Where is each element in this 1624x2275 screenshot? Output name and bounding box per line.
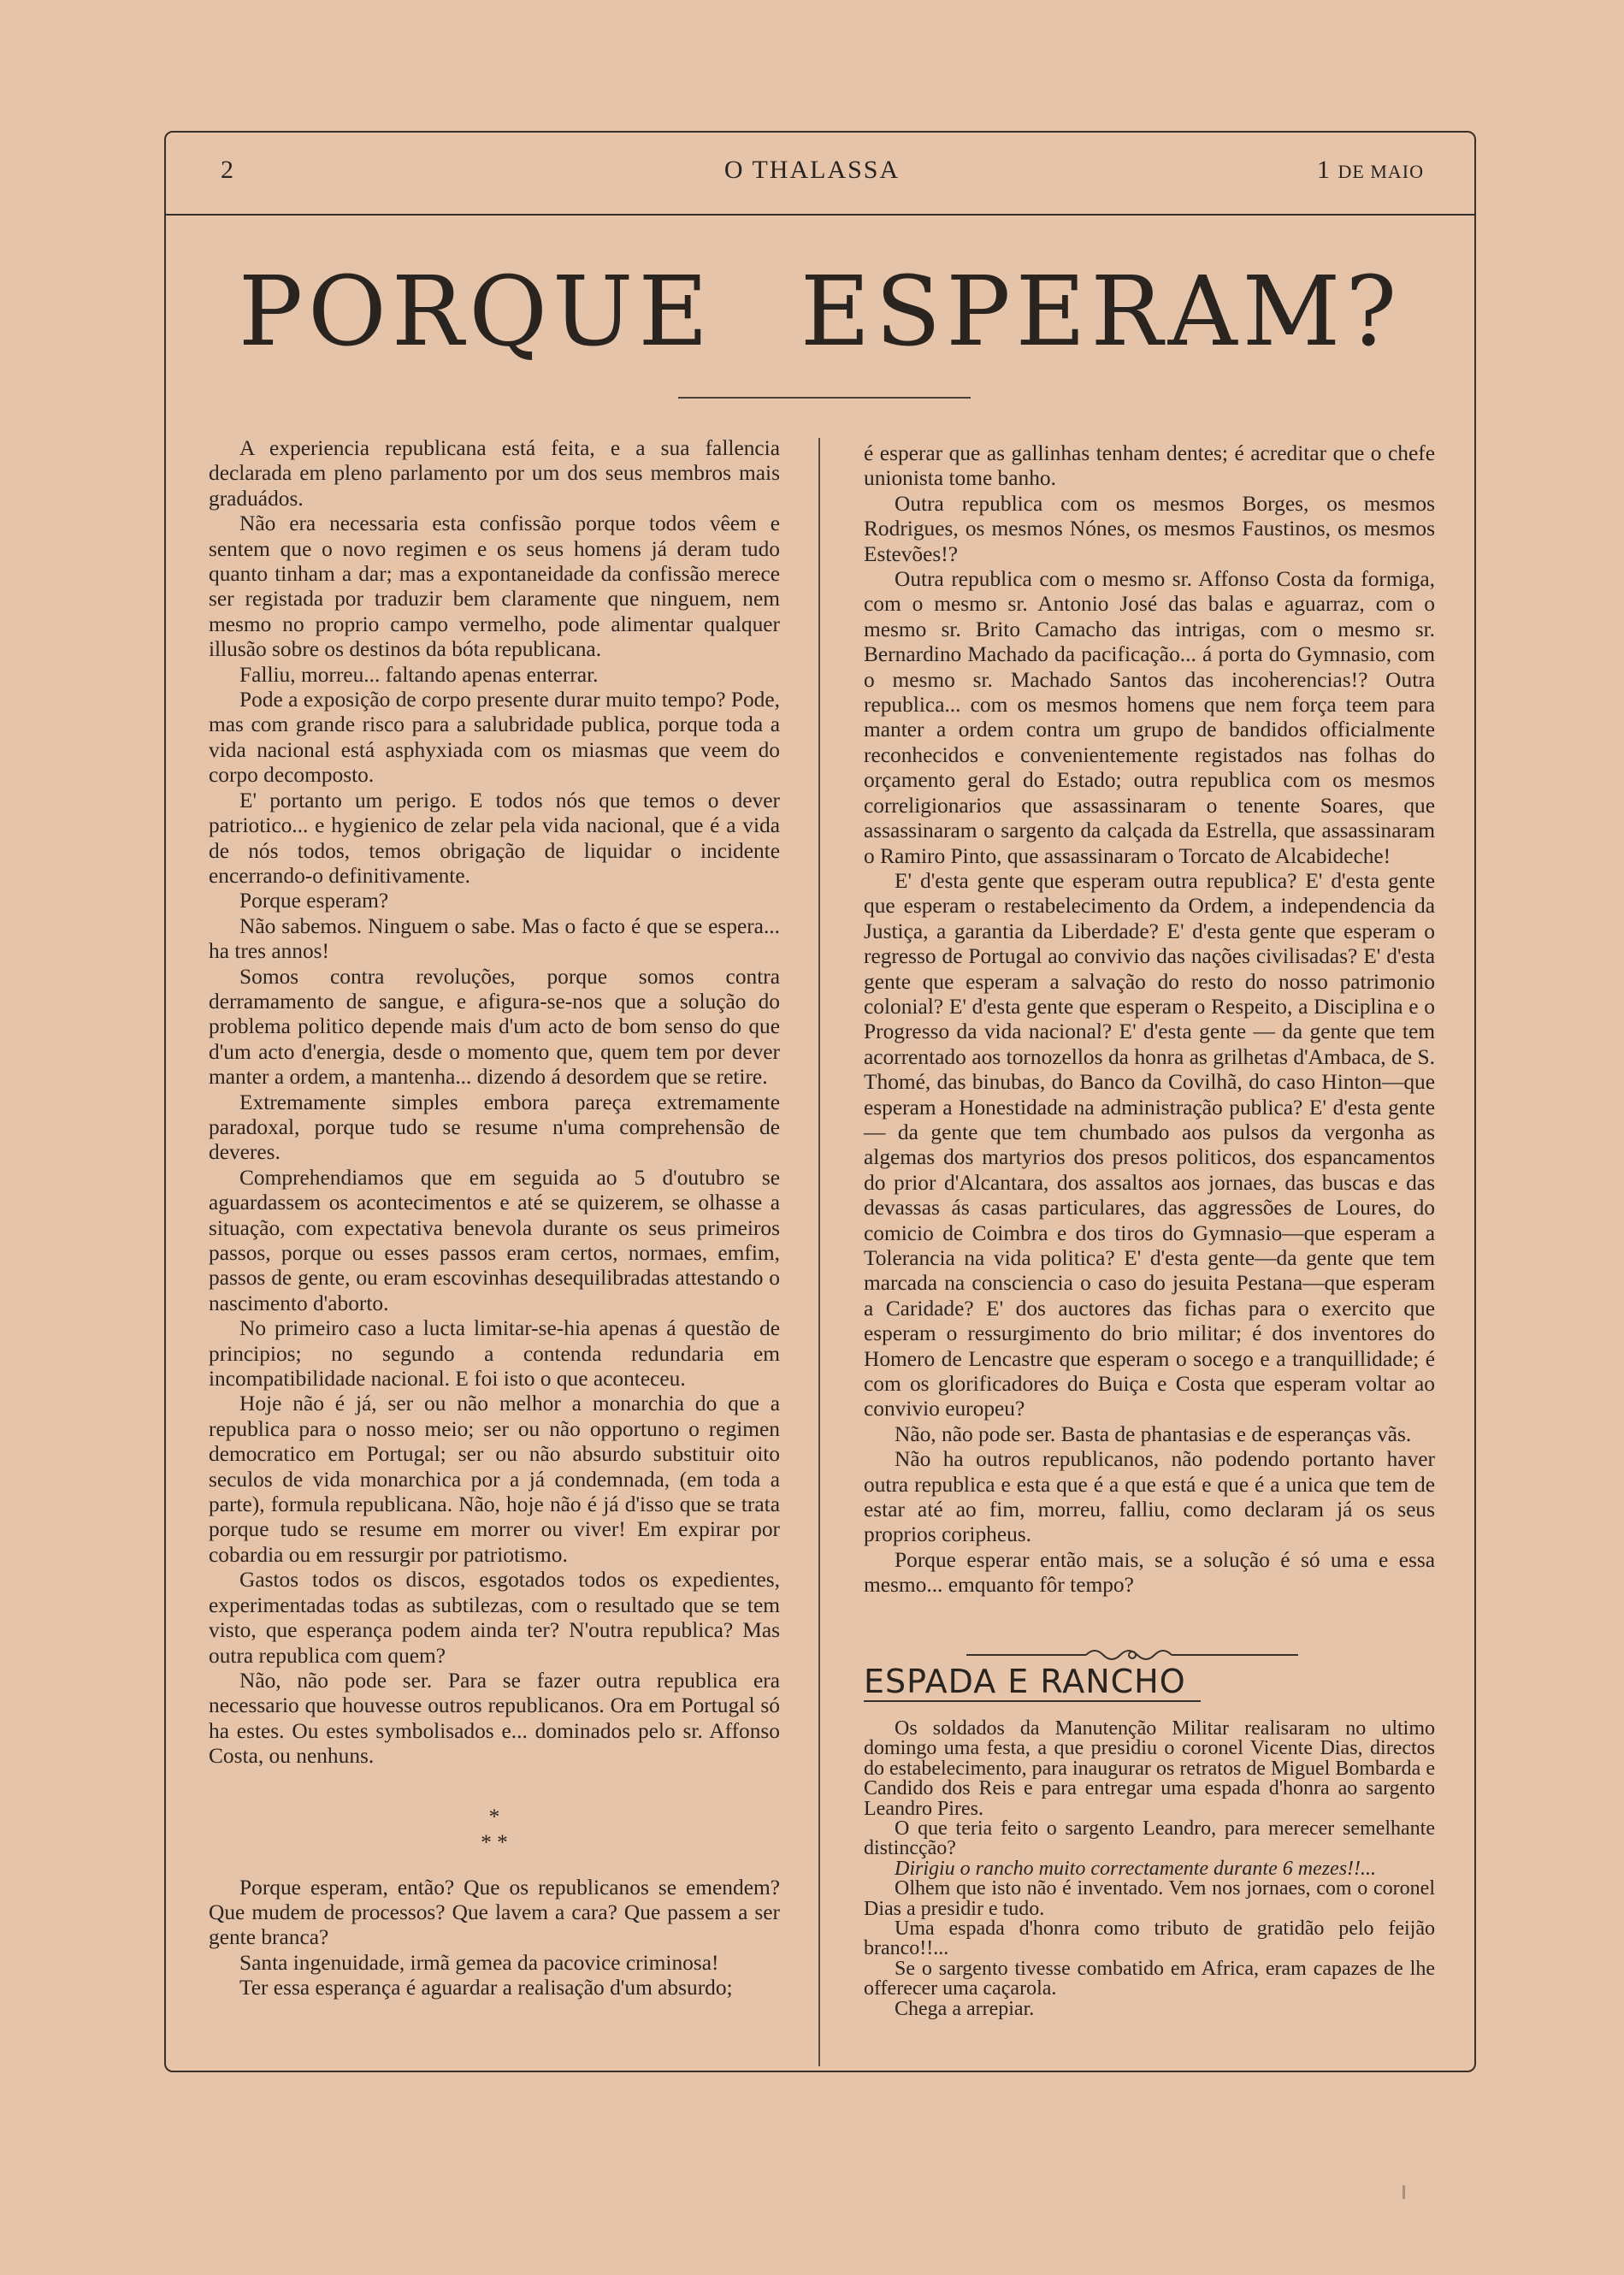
paper-mark <box>1403 2185 1405 2199</box>
paragraph: E' portanto um perigo. E todos nós que temos o dever patriotico... e hygienico de zelar pela vida nacional, que é a vida de nós todos, temos obrigação de liquidar o incidente encerrando-o definitivamente. <box>209 788 780 888</box>
paragraph: Extremamente simples embora pareça extremamente paradoxal, porque tudo se resume n'uma comprehensão de deveres. <box>209 1090 780 1165</box>
paragraph: Chega a arrepiar. <box>895 1997 1035 2020</box>
paragraph: Outra republica com o mesmo sr. Affonso Costa da formiga, com o mesmo sr. Antonio José das balas e aguarraz, com o mesmo sr. Brito Camacho das intrigas, com o mesmo sr. Bernardino Machado da pacificação... á porta do Gymnasio, com o mesmo sr. Machado Santos das incoherencias!? Outra republica... com os mesmos homens que nem força teem para manter a ordem contra um grupo de bandidos officialmente reconhecidos e convenientemente registados nas folhas do orçamento geral do Estado; outra republica com os mesmos correligionarios que assassinaram o tenente Soares, que assassinaram o sargento da calçada da Estrella, que assassinaram o Ramiro Pinto, que assassinaram o Torcato de Alcabideche! <box>864 567 1435 868</box>
paragraph: Santa ingenuidade, irmã gemea da pacovice criminosa! <box>239 1950 719 1975</box>
paragraph: Porque esperar então mais, se a solução é só uma e essa mesmo... emquanto fôr tempo? <box>864 1547 1435 1598</box>
paragraph: Se o sargento tivesse combatido em Africa, eram capazes de lhe offerecer uma caçarola. <box>864 1957 1435 2000</box>
paragraph: O que teria feito o sargento Leandro, para merecer semelhante distincção? <box>864 1817 1435 1860</box>
paragraph: Olhem que isto não é inventado. Vem nos jornaes, com o coronel Dias a presidir e tudo. <box>864 1877 1435 1920</box>
page-number: 2 <box>221 156 234 184</box>
paragraph: é esperar que as gallinhas tenham dentes; é acreditar que o chefe unionista tome banho. <box>864 441 1435 491</box>
paragraph: E' d'esta gente que esperam outra republica? E' d'esta gente que esperam o restabelecimento da Ordem, a independencia da Justiça, a garantia da Liberdade? E' d'esta gente que esperam o regresso de Portugal ao convivio das nações civilisadas? E' d'esta gente que esperam a salvação do resto do nosso patrimonio colonial? E' d'esta gente que esperam o Respeito, a Disciplina e o Progresso da vida nacional? E' d'esta gente — da gente que tem acorrentado aos tornozellos da honra as grilhetas d'Ambaca, de S. Thomé, das binubas, do Banco da Covilhã, do caso Hinton—que esperam a Honestidade na administração publica? E' d'esta gente — da gente que tem chumbado aos pulsos da vergonha as algemas dos martyrios dos presos politicos, dos espancamentos do prior d'Alcantara, dos assaltos aos jornaes, das buscas e das devassas ás casas particulares, das aggressões de Loures, do comicio de Coimbra e dos tiros do Gymnasio—que esperam a Tolerancia na vida politica? E' d'esta gente—da gente que tem marcada na consciencia o caso do jesuita Pestana—que esperam a Caridade? E' dos auctores das fichas para o exercito que esperam o ressurgimento do brio militar; é dos inventores do Homero de Lencastre que esperam o socego e a tranquillidade; é com os glorificadores do Buiça e Costa que esperam voltar ao convivio europeu? <box>864 868 1435 1421</box>
paragraph: Ter essa esperança é aguardar a realisação d'um absurdo; <box>239 1976 733 2000</box>
headline: PORQUE ESPERAM? <box>238 257 1403 368</box>
title-rule <box>678 397 971 399</box>
paragraph: Gastos todos os discos, esgotados todos os expedientes, experimentadas todas as subtilezas, com o resultado que se tem visto, que esperança podem ainda ter? N'outra republica? Mas outra republica com quem? <box>209 1568 780 1668</box>
section-title-rule <box>864 1700 1201 1702</box>
espada-article <box>864 1719 1435 2019</box>
issue-date-day: 1 <box>1317 156 1331 184</box>
paragraph: Uma espada d'honra como tributo de gratidão pelo feijão branco!!... <box>864 1918 1435 1960</box>
issue-date <box>1317 156 1424 185</box>
paragraph: Dirigiu o rancho muito correctamente durante 6 mezes!!... <box>895 1857 1377 1880</box>
section-title-espada-e-rancho: ESPADA E RANCHO <box>864 1663 1186 1700</box>
paragraph: Pode a exposição de corpo presente durar muito tempo? Pode, mas com grande risco para a salubridade publica, porque toda a vida nacional está asphyxiada com os miasmas que veem do corpo decomposto. <box>209 688 780 788</box>
paragraph: Comprehendiamos que em seguida ao 5 d'outubro se aguardassem os acontecimentos e até se quizerem, se olhasse a situação, com expectativa benevola durante os seus primeiros passos, porque ou esses passos eram certos, normaes, emfim, passos de gente, ou eram escovinhas desequilibradas attestando o nascimento d'aborto. <box>209 1165 780 1315</box>
paragraph: Porque esperam? <box>239 889 389 913</box>
paragraph: Outra republica com os mesmos Borges, os mesmos Rodrigues, os mesmos Nónes, os mesmos Faustinos, os mesmos Estevões!? <box>864 491 1435 566</box>
star-line: * * <box>481 1829 508 1854</box>
right-column <box>864 441 1435 1598</box>
header-rule <box>164 214 1476 216</box>
paragraph: No primeiro caso a lucta limitar-se-hia apenas á questão de principios; no segundo a contenda redundaria em incompatibilidade nacional. E foi isto o que aconteceu. <box>209 1316 780 1392</box>
star-line: * <box>488 1804 500 1829</box>
paragraph: Não sabemos. Ninguem o sabe. Mas o facto é que se espera... ha tres annos! <box>209 913 780 964</box>
paragraph: Os soldados da Manutenção Militar realisaram no ultimo domingo uma festa, a que presidiu o coronel Vicente Dias, directos do estabelecimento, para inaugurar os retratos de Miguel Bombarda e Candido dos Reis e para entregar uma espada d'honra ao sargento Leandro Pires. <box>864 1717 1435 1820</box>
left-column <box>209 436 780 2001</box>
paragraph: Não, não pode ser. Basta de phantasias e de esperanças vãs. <box>895 1421 1412 1446</box>
paragraph: Não ha outros republicanos, não podendo portanto haver outra republica e esta que é a que está e que é a unica que tem de estar até ao fim, morreu, falliu, como declaram já os seus proprios coripheus. <box>864 1447 1435 1547</box>
paragraph: Hoje não é já, ser ou não melhor a monarchia do que a republica para o nosso meio; ser ou não opportuno o regimen democratico em Portugal; ser ou não absurdo substituir oito seculos de vida monarchica por a já condemnada, (em toda a parte), formula republicana. Não, hoje não é já d'isso que se trata porque tudo se resume em morrer ou viver! Em expirar por cobardia ou em ressurgir por patriotismo. <box>209 1392 780 1567</box>
paragraph: Não era necessaria esta confissão porque todos vêem e sentem que o novo regimen e os seus homens já deram tudo quanto tinham a dar; mas a expontaneidade da confissão merece ser registada por traduzir bem claramente que ninguem, nem mesmo no proprio campo vermelho, pode alimentar qualquer illusão sobre os destinos da bóta republicana. <box>209 511 780 662</box>
paragraph: Somos contra revoluções, porque somos contra derramamento de sangue, e afigura-se-nos que a solução do problema politico depende mais d'um acto de bom senso do que d'um acto d'energia, desde o momento que, quem tem por dever manter a ordem, a mantenha... dizendo á desordem que se retire. <box>209 964 780 1090</box>
column-divider <box>818 438 820 2066</box>
issue-date-month: DE MAIO <box>1338 161 1424 182</box>
paragraph: Falliu, morreu... faltando apenas enterrar. <box>239 662 599 687</box>
paragraph: Porque esperam, então? Que os republicanos se emendem? Que mudem de processos? Que lavem a cara? Que passem a ser gente branca? <box>209 1875 780 1950</box>
section-stars <box>209 1804 780 1855</box>
paragraph: Não, não pode ser. Para se fazer outra republica era necessario que houvesse outros republicanos. Ora em Portugal só ha estes. Ou estes symbolisados e... dominados pelo sr. Affonso Costa, ou nenhuns. <box>209 1668 780 1769</box>
newspaper-title: O THALASSA <box>723 156 901 184</box>
paragraph: A experiencia republicana está feita, e a sua fallencia declarada em pleno parlamento por um dos seus membros mais graduádos. <box>209 436 780 511</box>
